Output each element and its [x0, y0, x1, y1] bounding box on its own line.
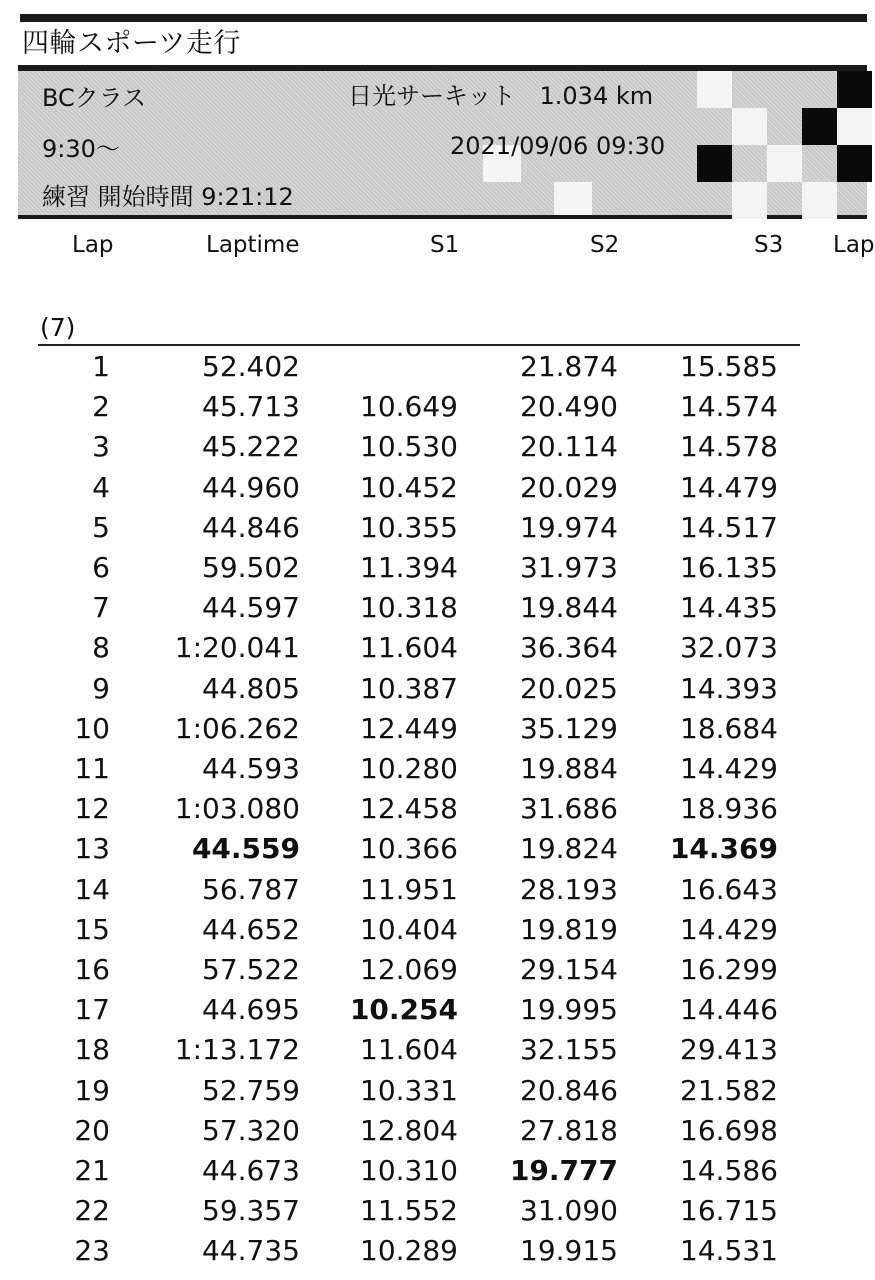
s1-cell: 11.604 — [360, 1033, 458, 1067]
lap-cell: 1 — [92, 350, 110, 383]
s1-cell: 10.331 — [360, 1073, 458, 1107]
table-row — [0, 1111, 867, 1151]
s1-cell: 10.649 — [360, 390, 458, 424]
s3-cell: 14.586 — [680, 1154, 778, 1187]
s2-cell: 35.129 — [520, 711, 618, 745]
s3-cell: 21.582 — [680, 1073, 778, 1107]
s3-cell: 14.393 — [680, 671, 778, 705]
lap-cell: 18 — [74, 1033, 110, 1067]
laptime-cell: 44.593 — [202, 752, 300, 785]
laptime-cell: 44.597 — [202, 591, 300, 625]
column-header-s1: S1 — [430, 232, 460, 258]
table-row — [0, 1191, 867, 1231]
table-row — [0, 588, 867, 628]
laptime-cell: 56.787 — [202, 872, 300, 906]
s1-cell: 10.254 — [349, 993, 458, 1027]
s1-cell: 10.452 — [360, 470, 458, 504]
s3-cell: 15.585 — [680, 350, 778, 383]
table-row — [0, 709, 867, 749]
column-header-lap: Lap — [72, 232, 114, 258]
lap-cell: 3 — [92, 430, 110, 464]
laptime-cell: 59.502 — [202, 551, 300, 584]
s2-cell: 21.874 — [520, 350, 618, 383]
s2-cell: 20.025 — [520, 671, 618, 705]
top-rule — [20, 14, 867, 22]
s1-cell: 10.530 — [360, 430, 458, 464]
lap-cell: 23 — [74, 1234, 110, 1268]
s2-cell: 19.819 — [520, 912, 618, 946]
laptime-cell: 44.960 — [202, 470, 300, 504]
s2-cell: 20.114 — [520, 430, 618, 464]
s1-cell: 11.394 — [360, 551, 458, 584]
s3-cell: 14.429 — [680, 912, 778, 946]
s1-cell: 11.604 — [360, 631, 458, 665]
s2-cell: 36.364 — [520, 631, 618, 665]
lap-cell: 9 — [92, 671, 110, 705]
table-row — [0, 387, 867, 427]
s2-cell: 19.844 — [520, 591, 618, 625]
session-datetime: 2021/09/06 09:30 — [450, 132, 666, 160]
lap-cell: 22 — [74, 1194, 110, 1228]
lap-cell: 15 — [74, 912, 110, 946]
table-row — [0, 347, 867, 387]
document-title: 四輪スポーツ走行 — [22, 28, 241, 59]
laptime-cell: 45.713 — [202, 390, 300, 424]
s3-cell: 16.643 — [680, 872, 778, 906]
s2-cell: 31.973 — [520, 551, 618, 584]
laptime-cell: 1:20.041 — [174, 631, 300, 665]
s1-cell: 10.289 — [360, 1234, 458, 1268]
s1-cell: 12.804 — [360, 1113, 458, 1147]
s2-cell: 27.818 — [520, 1113, 618, 1147]
s1-cell: 12.458 — [360, 792, 458, 826]
s2-cell: 32.155 — [520, 1033, 618, 1067]
laptime-cell: 44.695 — [202, 993, 300, 1027]
session-start: 練習 開始時間 9:21:12 — [42, 183, 294, 211]
s3-cell: 14.479 — [680, 470, 778, 504]
laptime-cell: 44.735 — [202, 1234, 300, 1268]
session-header — [18, 65, 867, 219]
s2-cell: 19.824 — [520, 832, 618, 866]
s2-cell: 19.777 — [509, 1154, 618, 1187]
s3-cell: 16.698 — [680, 1113, 778, 1147]
lap-cell: 12 — [74, 792, 110, 826]
column-header-s3: S3 — [754, 232, 784, 258]
time-label: 9:30～ — [42, 135, 120, 163]
s2-cell: 20.490 — [520, 390, 618, 424]
class-name: BCクラス — [42, 84, 147, 112]
table-row — [0, 950, 867, 990]
s2-cell: 19.884 — [520, 752, 618, 785]
s3-cell: 29.413 — [680, 1033, 778, 1067]
laptime-cell: 1:06.262 — [174, 711, 300, 745]
lap-cell: 11 — [74, 752, 110, 785]
s3-cell: 14.369 — [669, 832, 778, 866]
table-row — [0, 749, 867, 789]
s3-cell: 14.531 — [680, 1234, 778, 1268]
s2-cell: 28.193 — [520, 872, 618, 906]
laptime-cell: 44.673 — [202, 1154, 300, 1187]
s2-cell: 29.154 — [520, 953, 618, 986]
laptime-cell: 44.652 — [202, 912, 300, 946]
group-divider — [38, 344, 800, 346]
s1-cell: 10.310 — [360, 1154, 458, 1187]
table-row — [0, 1151, 867, 1191]
laptime-cell: 1:03.080 — [174, 792, 300, 826]
table-row — [0, 508, 867, 548]
s2-cell: 31.090 — [520, 1194, 618, 1228]
s2-cell: 19.974 — [520, 510, 618, 544]
s2-cell: 19.995 — [520, 993, 618, 1027]
s3-cell: 16.299 — [680, 953, 778, 986]
s3-cell: 16.135 — [680, 551, 778, 584]
s3-cell: 14.574 — [680, 390, 778, 424]
s1-cell: 11.552 — [360, 1194, 458, 1228]
laptime-cell: 59.357 — [202, 1194, 300, 1228]
s3-cell: 16.715 — [680, 1194, 778, 1228]
laptime-cell: 1:13.172 — [174, 1033, 300, 1067]
laptime-cell: 44.559 — [191, 832, 300, 866]
column-header-lap-right: Lap — [833, 232, 875, 258]
lap-cell: 13 — [74, 832, 110, 866]
table-row — [0, 427, 867, 467]
circuit-info: 日光サーキット 1.034 km — [348, 82, 654, 110]
table-row — [0, 829, 867, 869]
s1-cell: 10.318 — [360, 591, 458, 625]
lap-cell: 4 — [92, 470, 110, 504]
s3-cell: 14.578 — [680, 430, 778, 464]
s1-cell: 10.387 — [360, 671, 458, 705]
s3-cell: 14.517 — [680, 510, 778, 544]
s2-cell: 31.686 — [520, 792, 618, 826]
s1-cell: 10.355 — [360, 510, 458, 544]
lap-cell: 5 — [92, 510, 110, 544]
laptime-cell: 52.759 — [202, 1073, 300, 1107]
s3-cell: 18.936 — [680, 792, 778, 826]
column-header-s2: S2 — [590, 232, 620, 258]
lap-cell: 2 — [92, 390, 110, 424]
laptime-cell: 52.402 — [202, 350, 300, 383]
s1-cell: 10.404 — [360, 912, 458, 946]
lap-cell: 17 — [74, 993, 110, 1027]
table-row — [0, 548, 867, 588]
lap-cell: 21 — [74, 1154, 110, 1187]
table-row — [0, 1071, 867, 1111]
laptime-cell: 44.805 — [202, 671, 300, 705]
laptime-cell: 44.846 — [202, 510, 300, 544]
table-row — [0, 910, 867, 950]
table-row — [0, 870, 867, 910]
s3-cell: 14.446 — [680, 993, 778, 1027]
lap-cell: 6 — [92, 551, 110, 584]
column-header-laptime: Laptime — [206, 232, 300, 258]
checker-square — [554, 182, 592, 215]
s3-cell: 32.073 — [680, 631, 778, 665]
s1-cell: 11.951 — [360, 872, 458, 906]
laptime-cell: 57.320 — [202, 1113, 300, 1147]
s3-cell: 18.684 — [680, 711, 778, 745]
s1-cell: 12.449 — [360, 711, 458, 745]
group-label: (7) — [40, 313, 76, 342]
lap-cell: 7 — [92, 591, 110, 625]
lap-cell: 20 — [74, 1113, 110, 1147]
table-row — [0, 468, 867, 508]
laptime-cell: 57.522 — [202, 953, 300, 986]
s2-cell: 19.915 — [520, 1234, 618, 1268]
s1-cell: 12.069 — [360, 953, 458, 986]
lap-cell: 10 — [74, 711, 110, 745]
lap-cell: 8 — [92, 631, 110, 665]
lap-cell: 16 — [74, 953, 110, 986]
table-row — [0, 1231, 867, 1271]
table-row — [0, 628, 867, 668]
table-row — [0, 669, 867, 709]
s2-cell: 20.029 — [520, 470, 618, 504]
laptime-cell: 45.222 — [202, 430, 300, 464]
s3-cell: 14.435 — [680, 591, 778, 625]
s1-cell: 10.366 — [360, 832, 458, 866]
lap-cell: 14 — [74, 872, 110, 906]
s2-cell: 20.846 — [520, 1073, 618, 1107]
s3-cell: 14.429 — [680, 752, 778, 785]
lap-cell: 19 — [74, 1073, 110, 1107]
table-row — [0, 789, 867, 829]
checkered-flag-graphic — [697, 71, 867, 215]
table-row — [0, 990, 867, 1030]
table-row — [0, 1030, 867, 1070]
s1-cell: 10.280 — [360, 752, 458, 785]
